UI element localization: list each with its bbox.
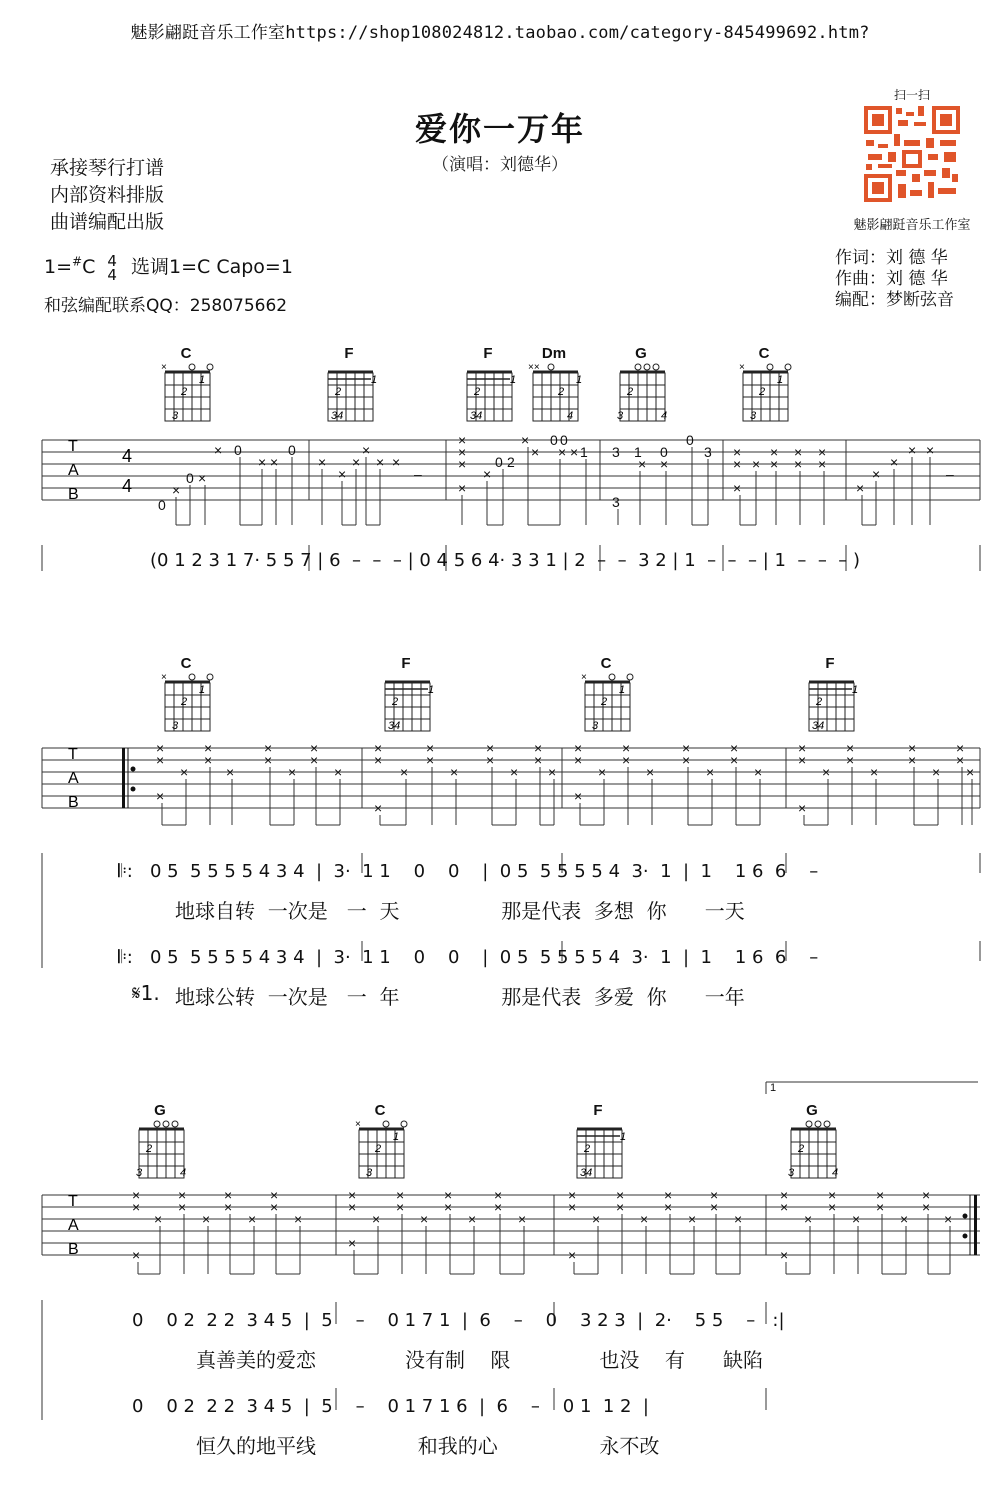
key-note: C xyxy=(82,256,96,278)
svg-text:×: × xyxy=(154,1211,163,1227)
key-signature-line xyxy=(44,252,293,282)
svg-text:4: 4 xyxy=(180,1167,187,1179)
svg-text:2: 2 xyxy=(181,696,188,708)
studio-services xyxy=(50,155,164,236)
svg-text:×: × xyxy=(161,362,167,373)
svg-text:A: A xyxy=(68,770,79,787)
svg-text:×: × xyxy=(426,752,435,768)
composer-credit: 作曲：刘 德 华 xyxy=(835,269,948,289)
svg-text:×: × xyxy=(396,1199,405,1215)
chord-diagram xyxy=(462,345,517,425)
svg-text:×: × xyxy=(581,672,587,683)
svg-text:1: 1 xyxy=(576,374,583,386)
svg-text:×: × xyxy=(890,454,899,470)
chord-name: C xyxy=(180,655,192,672)
svg-text:0: 0 xyxy=(288,442,296,458)
sharp-sign: # xyxy=(72,254,83,269)
svg-text:×: × xyxy=(818,456,827,472)
svg-text:×: × xyxy=(444,1187,453,1203)
svg-text:34: 34 xyxy=(470,410,483,422)
svg-text:×: × xyxy=(846,752,855,768)
jianpu-notation: (0 1 2 3 1 7· 5 5 7 | 6 – – – | 0 4 5 6 4· 3 3 1 | 2 – – 3 2 | 1 – – – | 1 – – – ) xyxy=(150,550,861,571)
shop-url-line: 魅影翩跹音乐工作室https://shop108024812.taobao.com/category-845499692.htm? xyxy=(130,23,870,43)
segno-volta-mark: 𝄋1. xyxy=(132,981,160,1005)
qr-scan-label: 扫一扫 xyxy=(893,88,930,102)
svg-text:×: × xyxy=(922,1187,931,1203)
svg-text:××: ×× xyxy=(528,362,540,373)
svg-text:×: × xyxy=(733,480,742,496)
svg-text:×: × xyxy=(374,752,383,768)
svg-text:×: × xyxy=(374,800,383,816)
svg-text:×: × xyxy=(852,1211,861,1227)
svg-text:×: × xyxy=(568,1199,577,1215)
chord-name: C xyxy=(180,345,192,362)
chord-grid-icon xyxy=(462,345,517,425)
svg-text:0: 0 xyxy=(550,432,558,448)
key-capo-text: 选调1=C Capo=1 xyxy=(131,256,293,278)
svg-text:2: 2 xyxy=(759,386,766,398)
chord-name: F xyxy=(593,1102,603,1119)
svg-text:2: 2 xyxy=(507,454,515,470)
svg-text:B: B xyxy=(68,1241,79,1258)
svg-text:1: 1 xyxy=(393,1131,400,1143)
service-line: 承接琴行打谱 xyxy=(50,157,165,179)
chord-name: Dm xyxy=(541,345,567,362)
svg-text:×: × xyxy=(568,1247,577,1263)
svg-text:×: × xyxy=(908,442,917,458)
chord-grid-icon xyxy=(804,655,859,735)
svg-text:×: × xyxy=(828,1199,837,1215)
svg-text:×: × xyxy=(258,454,267,470)
svg-text:1: 1 xyxy=(620,1131,627,1143)
svg-text:×: × xyxy=(646,764,655,780)
svg-text:×: × xyxy=(521,432,530,448)
svg-text:×: × xyxy=(794,456,803,472)
system-row-3 xyxy=(0,1080,1000,1480)
jianpu-notation-line2: 0 0 2 2 2 3 4 5 | 5 – 0 1 7 1 6 | 6 – 0 1 1 2 | xyxy=(132,1396,649,1417)
svg-text:34: 34 xyxy=(812,720,825,732)
svg-text:×: × xyxy=(752,456,761,472)
svg-text:×: × xyxy=(570,444,579,460)
chord-diagram xyxy=(134,1102,186,1182)
svg-text:×: × xyxy=(288,764,297,780)
svg-text:2: 2 xyxy=(474,386,481,398)
chord-diagram xyxy=(380,655,435,735)
svg-text:×: × xyxy=(734,1211,743,1227)
svg-text:×: × xyxy=(264,740,273,756)
svg-text:4: 4 xyxy=(567,410,574,422)
svg-text:×: × xyxy=(270,454,279,470)
svg-text:×: × xyxy=(922,1199,931,1215)
chord-diagram xyxy=(572,1102,627,1182)
svg-text:×: × xyxy=(178,1187,187,1203)
chord-diagram xyxy=(323,345,378,425)
svg-text:×: × xyxy=(706,764,715,780)
svg-text:×: × xyxy=(264,752,273,768)
svg-text:3: 3 xyxy=(617,410,624,422)
chord-name: C xyxy=(600,655,612,672)
chord-grid-icon xyxy=(528,345,583,425)
svg-text:×: × xyxy=(733,444,742,460)
svg-text:×: × xyxy=(616,1199,625,1215)
svg-text:×: × xyxy=(132,1199,141,1215)
svg-text:×: × xyxy=(730,752,739,768)
svg-text:T: T xyxy=(68,1193,78,1210)
svg-text:0: 0 xyxy=(686,432,694,448)
chord-grid-icon xyxy=(354,1102,406,1182)
svg-text:34: 34 xyxy=(580,1167,593,1179)
svg-text:×: × xyxy=(458,432,467,448)
svg-text:3: 3 xyxy=(612,494,620,510)
svg-text:×: × xyxy=(710,1187,719,1203)
svg-text:×: × xyxy=(444,1199,453,1215)
svg-text:1: 1 xyxy=(634,444,642,460)
svg-text:×: × xyxy=(558,444,567,460)
svg-text:×: × xyxy=(574,752,583,768)
singer-credit: （演唱：刘德华） xyxy=(432,155,568,175)
chord-diagram xyxy=(160,345,212,425)
lyrics-verse1: 地球自转 一次是 一 天 那是代表 多想 你 一天 xyxy=(175,899,745,923)
svg-text:4: 4 xyxy=(122,446,133,466)
chord-grid-icon xyxy=(738,345,790,425)
svg-text:×: × xyxy=(156,740,165,756)
svg-text:×: × xyxy=(780,1187,789,1203)
svg-text:×: × xyxy=(574,740,583,756)
svg-text:×: × xyxy=(770,444,779,460)
svg-text:×: × xyxy=(872,466,881,482)
svg-text:0: 0 xyxy=(158,497,166,513)
svg-text:2: 2 xyxy=(392,696,399,708)
svg-text:×: × xyxy=(198,470,207,486)
tab-clef-a: A xyxy=(68,462,79,479)
svg-text:34: 34 xyxy=(388,720,401,732)
svg-text:2: 2 xyxy=(627,386,634,398)
chord-grid-icon xyxy=(160,345,212,425)
svg-text:×: × xyxy=(483,466,492,482)
chord-grid-icon xyxy=(572,1102,627,1182)
svg-text:×: × xyxy=(688,1211,697,1227)
chord-grid-icon xyxy=(134,1102,186,1182)
svg-text:×: × xyxy=(426,740,435,756)
time-signature xyxy=(107,251,117,284)
svg-text:×: × xyxy=(348,1187,357,1203)
svg-text:0: 0 xyxy=(234,442,242,458)
svg-text:×: × xyxy=(486,752,495,768)
svg-text:×: × xyxy=(733,456,742,472)
svg-text:×: × xyxy=(156,788,165,804)
svg-text:×: × xyxy=(458,444,467,460)
svg-text:×: × xyxy=(352,454,361,470)
svg-text:3: 3 xyxy=(172,410,179,422)
chord-grid-icon xyxy=(580,655,632,735)
svg-text:×: × xyxy=(574,788,583,804)
svg-text:2: 2 xyxy=(375,1143,382,1155)
svg-text:1: 1 xyxy=(199,374,206,386)
svg-text:×: × xyxy=(710,1199,719,1215)
svg-text:×: × xyxy=(494,1187,503,1203)
svg-text:×: × xyxy=(739,362,745,373)
lyrics-line1: 真善美的爱恋 没有制 限 也没 有 缺陷 xyxy=(196,1348,764,1372)
svg-text:×: × xyxy=(900,1211,909,1227)
svg-text:×: × xyxy=(548,764,557,780)
chord-name: C xyxy=(374,1102,386,1119)
svg-text:×: × xyxy=(780,1199,789,1215)
svg-text:×: × xyxy=(804,1211,813,1227)
svg-text:1: 1 xyxy=(777,374,784,386)
svg-text:×: × xyxy=(780,1247,789,1263)
svg-text:×: × xyxy=(926,442,935,458)
svg-text:×: × xyxy=(420,1211,429,1227)
svg-text:3: 3 xyxy=(366,1167,373,1179)
chord-name: C xyxy=(758,345,770,362)
svg-text:×: × xyxy=(638,456,647,472)
svg-text:×: × xyxy=(856,480,865,496)
chord-diagram xyxy=(738,345,790,425)
chord-name: F xyxy=(483,345,493,362)
svg-text:×: × xyxy=(338,466,347,482)
svg-text:×: × xyxy=(818,444,827,460)
svg-text:×: × xyxy=(682,752,691,768)
svg-text:×: × xyxy=(458,480,467,496)
chord-name: G xyxy=(806,1102,818,1119)
svg-text:×: × xyxy=(376,454,385,470)
svg-text:3: 3 xyxy=(788,1167,795,1179)
jianpu-notation-verse1: 𝄆: 0 5 5 5 5 5 4 3 4 | 3· 1 1 0 0 | 0 5 5 5 5 5 4 3· 1 | 1 1 6 6 – xyxy=(118,861,819,882)
tab-clef-b: B xyxy=(68,486,79,503)
svg-text:×: × xyxy=(932,764,941,780)
chord-grid-icon xyxy=(323,345,378,425)
svg-text:×: × xyxy=(956,752,965,768)
chord-grid-icon xyxy=(615,345,667,425)
svg-text:×: × xyxy=(794,444,803,460)
arranger-credit: 编配：梦断弦音 xyxy=(835,290,954,310)
time-bottom: 4 xyxy=(107,265,117,284)
svg-text:×: × xyxy=(396,1187,405,1203)
svg-text:×: × xyxy=(682,740,691,756)
svg-text:×: × xyxy=(770,456,779,472)
svg-text:1: 1 xyxy=(371,374,378,386)
qr-code-image[interactable] xyxy=(862,104,962,204)
svg-text:34: 34 xyxy=(331,410,344,422)
svg-text:1: 1 xyxy=(428,684,435,696)
svg-text:0: 0 xyxy=(660,444,668,460)
svg-text:×: × xyxy=(616,1187,625,1203)
svg-text:1: 1 xyxy=(580,444,588,460)
svg-text:×: × xyxy=(156,752,165,768)
svg-text:×: × xyxy=(310,752,319,768)
svg-text:×: × xyxy=(178,1199,187,1215)
svg-text:–: – xyxy=(414,466,422,482)
svg-text:×: × xyxy=(640,1211,649,1227)
lyrics-line2: 恒久的地平线 和我的心 永不改 xyxy=(196,1434,660,1458)
credits-block xyxy=(835,248,954,311)
svg-text:B: B xyxy=(68,794,79,811)
chord-diagram xyxy=(786,1102,838,1182)
svg-text:×: × xyxy=(944,1211,953,1227)
svg-text:×: × xyxy=(494,1199,503,1215)
svg-text:×: × xyxy=(510,764,519,780)
system-row-1 xyxy=(0,340,1000,660)
svg-text:×: × xyxy=(798,740,807,756)
svg-text:×: × xyxy=(348,1199,357,1215)
tab-clef-t: T xyxy=(68,438,78,455)
svg-text:–: – xyxy=(946,466,954,482)
svg-text:×: × xyxy=(870,764,879,780)
svg-text:×: × xyxy=(400,764,409,780)
svg-text:×: × xyxy=(518,1211,527,1227)
svg-text:2: 2 xyxy=(558,386,565,398)
svg-text:×: × xyxy=(180,764,189,780)
svg-text:×: × xyxy=(450,764,459,780)
tab-staff xyxy=(0,740,1000,973)
svg-text:×: × xyxy=(458,456,467,472)
svg-text:T: T xyxy=(68,746,78,763)
svg-text:×: × xyxy=(172,482,181,498)
chord-diagram xyxy=(160,655,212,735)
svg-text:×: × xyxy=(202,1211,211,1227)
svg-text:3: 3 xyxy=(172,720,179,732)
svg-text:×: × xyxy=(224,1199,233,1215)
svg-text:×: × xyxy=(966,764,975,780)
svg-text:×: × xyxy=(754,764,763,780)
chord-diagram xyxy=(580,655,632,735)
svg-text:×: × xyxy=(374,740,383,756)
svg-text:×: × xyxy=(908,752,917,768)
chord-name: F xyxy=(344,345,354,362)
svg-text:1: 1 xyxy=(619,684,626,696)
chord-name: F xyxy=(825,655,835,672)
svg-text:3: 3 xyxy=(136,1167,143,1179)
svg-text:×: × xyxy=(132,1247,141,1263)
svg-text:×: × xyxy=(294,1211,303,1227)
svg-text:×: × xyxy=(348,1235,357,1251)
volta-number: 1 xyxy=(770,1082,777,1094)
svg-text:×: × xyxy=(622,740,631,756)
svg-text:×: × xyxy=(534,740,543,756)
time-top: 4 xyxy=(107,251,117,270)
key-prefix: 1= xyxy=(44,256,73,278)
svg-text:×: × xyxy=(660,456,669,472)
svg-text:1: 1 xyxy=(199,684,206,696)
svg-text:2: 2 xyxy=(601,696,608,708)
chord-name: G xyxy=(154,1102,166,1119)
svg-text:×: × xyxy=(730,740,739,756)
qr-studio-caption: 魅影翩跹音乐工作室 xyxy=(853,218,971,233)
volta-bracket xyxy=(764,1080,984,1096)
service-line: 内部资料排版 xyxy=(50,184,165,206)
svg-text:2: 2 xyxy=(798,1143,805,1155)
svg-text:×: × xyxy=(310,740,319,756)
svg-text:×: × xyxy=(568,1187,577,1203)
jianpu-notation-line1: 0 0 2 2 2 3 4 5 | 5 – 0 1 7 1 | 6 – 0 3 2 3 | 2· 5 5 – :| xyxy=(132,1310,785,1331)
svg-text:×: × xyxy=(486,740,495,756)
svg-text:4: 4 xyxy=(832,1167,839,1179)
svg-text:3: 3 xyxy=(704,444,712,460)
lyricist-credit: 作词：刘 德 华 xyxy=(835,248,948,268)
svg-text:×: × xyxy=(248,1211,257,1227)
svg-text:1: 1 xyxy=(510,374,517,386)
svg-text:0: 0 xyxy=(495,454,503,470)
svg-text:3: 3 xyxy=(750,410,757,422)
svg-text:2: 2 xyxy=(146,1143,153,1155)
svg-text:×: × xyxy=(956,740,965,756)
svg-text:A: A xyxy=(68,1217,79,1234)
svg-text:2: 2 xyxy=(335,386,342,398)
svg-text:×: × xyxy=(372,1211,381,1227)
chord-diagram xyxy=(615,345,667,425)
svg-text:0: 0 xyxy=(560,432,568,448)
lyrics-verse2: 地球公转 一次是 一 年 那是代表 多爱 你 一年 xyxy=(175,985,745,1009)
svg-text:×: × xyxy=(822,764,831,780)
svg-text:×: × xyxy=(204,740,213,756)
chord-name: F xyxy=(401,655,411,672)
service-line: 曲谱编配出版 xyxy=(50,211,165,233)
svg-text:×: × xyxy=(468,1211,477,1227)
svg-text:×: × xyxy=(664,1199,673,1215)
chord-diagram xyxy=(528,345,583,425)
contact-qq: 和弦编配联系QQ：258075662 xyxy=(44,296,288,316)
svg-text:×: × xyxy=(876,1199,885,1215)
svg-text:×: × xyxy=(828,1187,837,1203)
svg-text:1: 1 xyxy=(852,684,859,696)
svg-text:×: × xyxy=(318,454,327,470)
svg-text:2: 2 xyxy=(584,1143,591,1155)
svg-text:×: × xyxy=(362,442,371,458)
chord-grid-icon xyxy=(786,1102,838,1182)
svg-text:×: × xyxy=(622,752,631,768)
svg-text:×: × xyxy=(355,1119,361,1130)
svg-text:×: × xyxy=(204,752,213,768)
svg-text:×: × xyxy=(531,444,540,460)
svg-text:3: 3 xyxy=(592,720,599,732)
svg-text:×: × xyxy=(161,672,167,683)
svg-text:×: × xyxy=(598,764,607,780)
chord-diagram xyxy=(354,1102,406,1182)
svg-text:2: 2 xyxy=(181,386,188,398)
svg-text:3: 3 xyxy=(612,444,620,460)
svg-text:×: × xyxy=(214,442,223,458)
svg-text:×: × xyxy=(392,454,401,470)
svg-text:×: × xyxy=(270,1199,279,1215)
jianpu-notation-verse2: 𝄆: 0 5 5 5 5 5 4 3 4 | 3· 1 1 0 0 | 0 5 5 5 5 5 4 3· 1 | 1 1 6 6 – xyxy=(118,947,819,968)
svg-text:×: × xyxy=(798,800,807,816)
chord-grid-icon xyxy=(160,655,212,735)
svg-text:×: × xyxy=(224,1187,233,1203)
svg-text:×: × xyxy=(592,1211,601,1227)
chord-name: G xyxy=(635,345,647,362)
chord-diagram xyxy=(804,655,859,735)
svg-text:4: 4 xyxy=(661,410,668,422)
svg-text:4: 4 xyxy=(122,476,133,496)
svg-text:×: × xyxy=(908,740,917,756)
svg-text:×: × xyxy=(334,764,343,780)
svg-text:×: × xyxy=(798,752,807,768)
system-row-2 xyxy=(0,655,1000,1009)
svg-text:0: 0 xyxy=(186,470,194,486)
svg-text:2: 2 xyxy=(816,696,823,708)
svg-text:×: × xyxy=(270,1187,279,1203)
chord-grid-icon xyxy=(380,655,435,735)
svg-text:×: × xyxy=(846,740,855,756)
svg-text:×: × xyxy=(664,1187,673,1203)
svg-text:×: × xyxy=(132,1187,141,1203)
song-title: 爱你一万年 xyxy=(414,110,585,148)
svg-text:×: × xyxy=(534,752,543,768)
svg-text:×: × xyxy=(226,764,235,780)
svg-text:×: × xyxy=(876,1187,885,1203)
